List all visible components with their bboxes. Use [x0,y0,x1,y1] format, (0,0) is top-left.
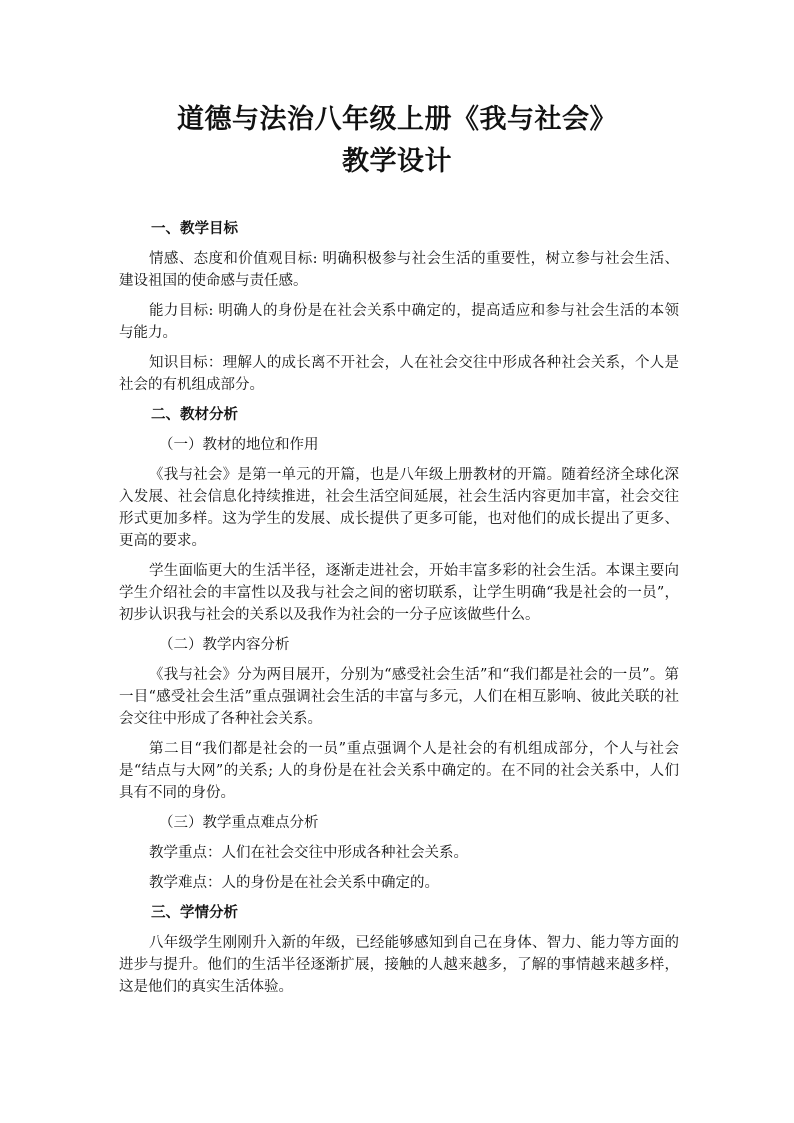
document-subtitle: 教学设计 [342,146,452,177]
section-heading-student-analysis: 三、学情分析 [151,905,238,921]
subheading-key-difficult-points: （三）教学重点难点分析 [159,815,319,831]
paragraph-content-analysis-1: 《我与社会》分为两目展开，分别为“感受社会生活”和“我们都是社会的一员”。第一目“感受社会生活”重点强调社会生活的丰富与多元，人们在相互影响、彼此关联的社会交往中形成了各种社会关系。 [119,667,679,727]
paragraph-student-analysis: 八年级学生刚刚升入新的年级，已经能够感知到自己在身体、智力、能力等方面的进步与提升。他们的生活半径逐渐扩展，接触的人越来越多，了解的事情越来越多样，这是他们的真实生活体验。 [119,935,679,995]
paragraph-difficult-point: 教学难点：人的身份是在社会关系中确定的。 [149,875,439,891]
section-heading-textbook-analysis: 二、教材分析 [151,407,238,423]
subheading-content-analysis: （二）教学内容分析 [159,637,290,653]
paragraph-content-analysis-2: 第二目“我们都是社会的一员”重点强调个人是社会的有机组成部分，个人与社会是“结点与大网”的关系; 人的身份是在社会关系中确定的。在不同的社会关系中，人们具有不同的身份。 [119,741,679,801]
document-body [119,218,679,1006]
paragraph-ability-goal: 能力目标: 明确人的身份是在社会关系中确定的，提高适应和参与社会生活的本领与能力。 [119,303,679,341]
paragraph-key-point: 教学重点：人们在社会交往中形成各种社会关系。 [149,845,468,861]
paragraph-status-role-1: 《我与社会》是第一单元的开篇，也是八年级上册教材的开篇。随着经济全球化深入发展、社会信息化持续推进，社会生活空间延展，社会生活内容更加丰富，社会交往形式更加多样。这为学生的发展、成长提供了更多可能，也对他们的成长提出了更多、更高的要求。 [119,467,679,549]
paragraph-emotion-goal: 情感、态度和价值观目标: 明确积极参与社会生活的重要性，树立参与社会生活、建设祖国的使命感与责任感。 [119,251,679,289]
document-title: 道德与法治八年级上册《我与社会》 [177,104,617,135]
paragraph-knowledge-goal: 知识目标：理解人的成长离不开社会，人在社会交往中形成各种社会关系，个人是社会的有机组成部分。 [119,355,679,393]
subheading-status-role: （一）教材的地位和作用 [159,437,319,453]
section-heading-objectives: 一、教学目标 [151,221,238,237]
paragraph-status-role-2: 学生面临更大的生活半径，逐渐走进社会，开始丰富多彩的社会生活。本课主要向学生介绍社会的丰富性以及我与社会之间的密切联系，让学生明确“我是社会的一员”，初步认识我与社会的关系以及我作为社会的一分子应该做些什么。 [119,563,679,623]
